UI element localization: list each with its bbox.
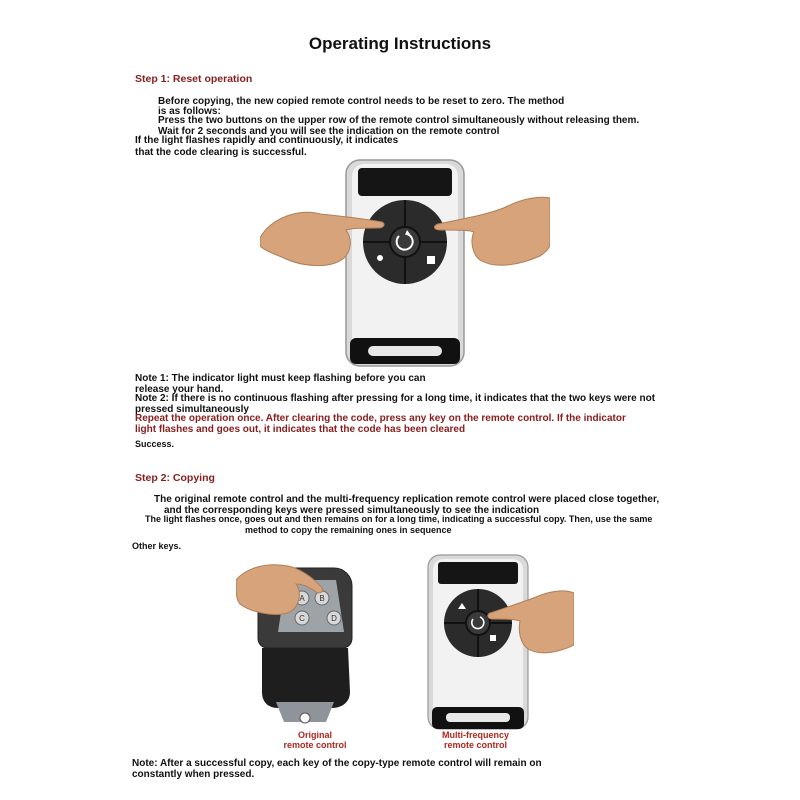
step1-line1: Before copying, the new copied remote control needs to be reset to zero. The method	[158, 96, 565, 107]
note1-line1: Note 1: The indicator light must keep flashing before you can	[135, 373, 426, 384]
step1-heading: Step 1: Reset operation	[135, 73, 253, 85]
reset-remote-illustration	[260, 158, 550, 370]
multi-caption-line1: Multi-frequency	[441, 730, 509, 740]
footer-line2: constantly when pressed.	[132, 769, 255, 780]
step1-line3: Press the two buttons on the upper row of the remote control simultaneously without releasing them.	[158, 115, 640, 126]
multi-frequency-remote-illustration	[424, 553, 574, 733]
note2-line2: pressed simultaneously	[135, 404, 249, 415]
success-text: Success.	[135, 439, 175, 449]
step1-line4: Wait for 2 seconds and you will see the indication on the remote control	[158, 126, 500, 137]
step2-heading: Step 2: Copying	[135, 472, 215, 484]
step1-line2: is as follows:	[158, 106, 221, 117]
original-caption-line1: Original	[297, 730, 332, 740]
remote-button-pad	[363, 200, 447, 284]
repeat-line2: light flashes and goes out, it indicates that the code has been cleared	[135, 424, 466, 435]
original-caption-line2: remote control	[283, 740, 347, 750]
multi-caption-line2: remote control	[443, 740, 507, 750]
original-remote-illustration	[236, 562, 356, 732]
note2-line1: Note 2: If there is no continuous flashing after pressing for a long time, it indicates that the two keys were not	[135, 393, 656, 404]
original-caption	[270, 730, 360, 750]
keyfob-button-d: D	[331, 614, 337, 623]
step1-line6: that the code clearing is successful.	[135, 147, 307, 158]
page-title: Operating Instructions	[308, 34, 492, 53]
keyfob-button-a: A	[299, 594, 305, 603]
keyfob-button-c: C	[299, 614, 305, 623]
step2-line3: The light flashes once, goes out and then remains on for a long time, indicating a successful copy. Then, use the same	[145, 514, 653, 524]
multi-caption	[428, 730, 523, 750]
other-keys-text: Other keys.	[132, 541, 182, 551]
note1-line2: release your hand.	[135, 384, 224, 395]
step1-line5: If the light flashes rapidly and continuously, it indicates	[135, 135, 399, 146]
footer-line1: Note: After a successful copy, each key of the copy-type remote control will remain on	[132, 758, 542, 769]
repeat-line1: Repeat the operation once. After clearing the code, press any key on the remote control. If the indicator	[135, 413, 626, 424]
step2-line1: The original remote control and the multi-frequency replication remote control were placed close together,	[154, 494, 660, 505]
step2-line2: and the corresponding keys were pressed simultaneously to see the indication	[164, 505, 540, 516]
step2-line4: method to copy the remaining ones in sequence	[245, 525, 452, 535]
keyfob-button-b: B	[319, 594, 325, 603]
remote-button-pad	[444, 589, 512, 657]
